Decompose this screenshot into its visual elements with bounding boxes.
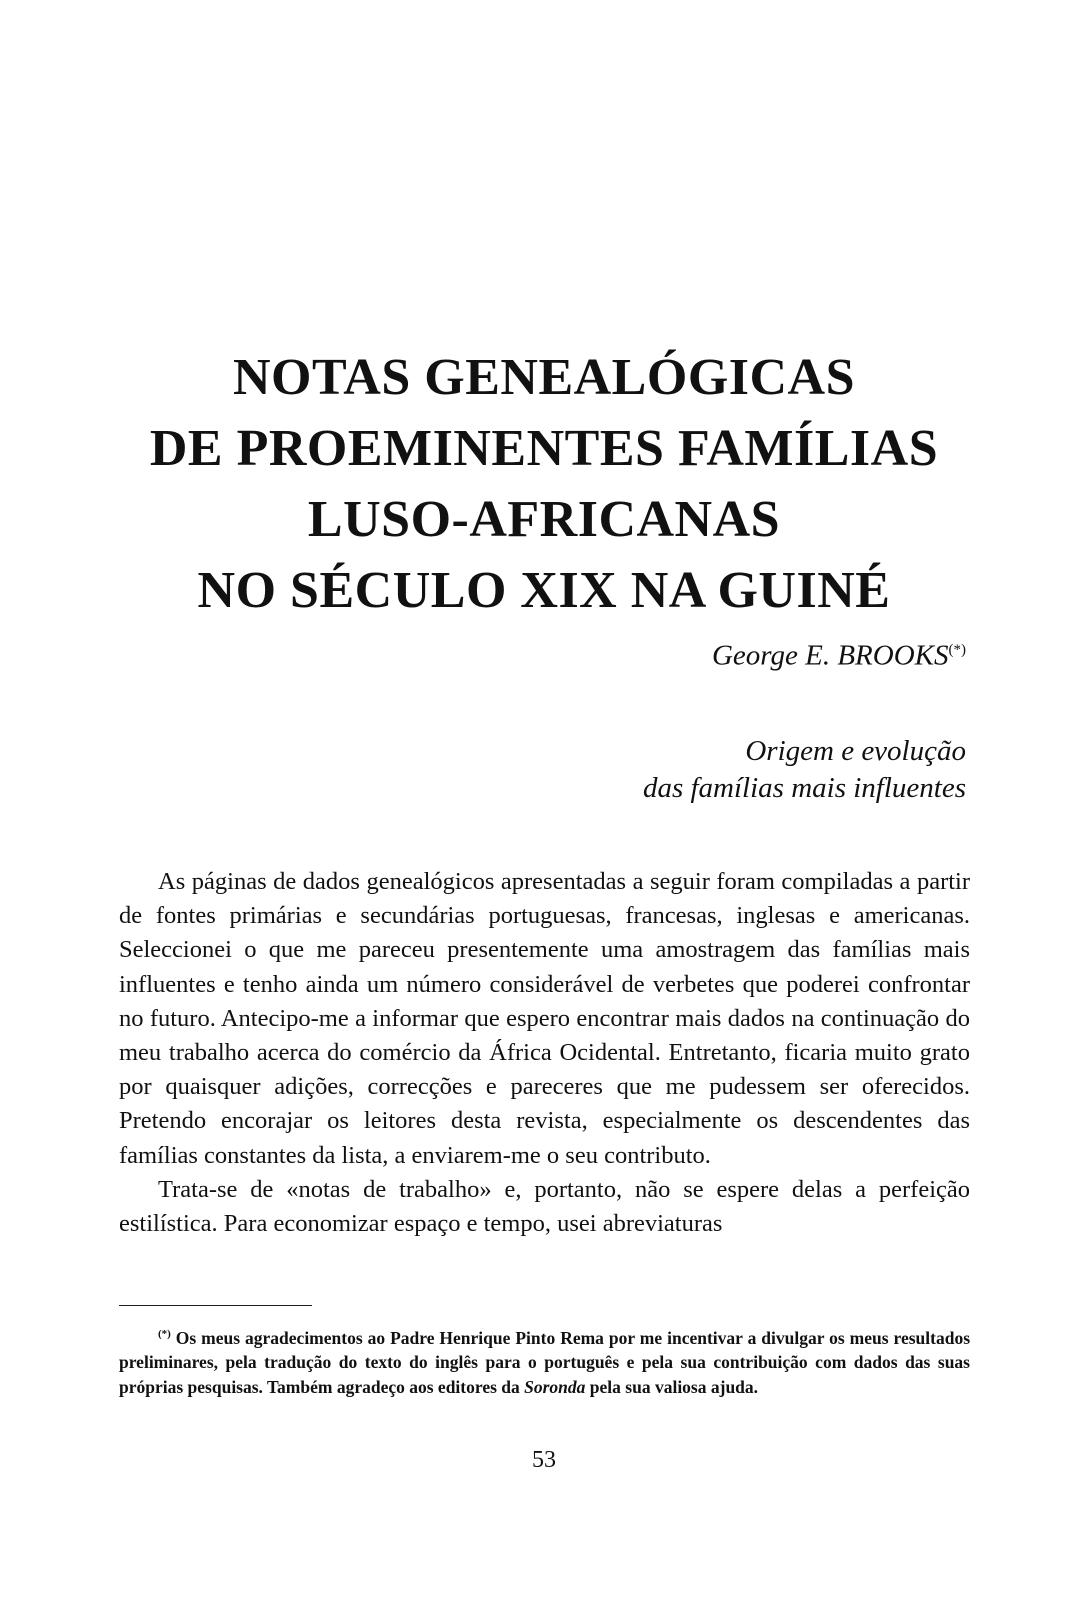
section-heading-line: das famílias mais influentes [642, 772, 966, 804]
body-text [119, 865, 970, 1241]
footnote-divider [119, 1305, 312, 1306]
journal-name: Soronda [524, 1376, 586, 1397]
author-name: George E. BROOKS [711, 639, 949, 672]
section-heading-line: Origem e evolução [745, 735, 966, 767]
page-number: 53 [532, 1447, 556, 1473]
section-heading [643, 733, 966, 807]
footnote [119, 1322, 970, 1399]
title-line: LUSO-AFRICANAS [307, 491, 781, 548]
article-title [0, 342, 1088, 626]
paragraph: As páginas de dados genealógicos apresentadas a seguir foram compiladas a partir de fontes primárias e secundárias portuguesas, francesas, inglesas e americanas. Seleccionei o que me pareceu presentemente uma amostragem das famílias mais influentes e tenho ainda um número considerável de verbetes que poderei confrontar no futuro. Antecipo-me a informar que espero encontrar mais dados na continuação do meu trabalho acerca do comércio da África Ocidental. Entretanto, ficaria muito grato por quaisquer adições, correcções e pareceres que me pudessem ser oferecidos. Pretendo encorajar os leitores desta revista, especialmente os descendentes das famílias constantes da lista, a enviarem-me o seu contributo. [119, 868, 970, 1169]
title-line: NOTAS GENEALÓGICAS [232, 349, 856, 406]
paragraph: Trata-se de «notas de trabalho» e, portanto, não se espere delas a perfeição estilística. Para economizar espaço e tempo, usei abreviaturas [119, 1175, 970, 1238]
footnote-marker: (*) [158, 1328, 171, 1340]
title-line: NO SÉCULO XIX NA GUINÉ [197, 562, 891, 619]
author-footnote-marker: (*) [948, 642, 966, 658]
title-line: DE PROEMINENTES FAMÍLIAS [149, 420, 939, 477]
footnote-text: Os meus agradecimentos ao Padre Henrique Pinto Rema por me incentivar a divulgar os meus resultados preliminares, pela tradução do texto do inglês para o português e pela sua contribuição com dados das suas próprias pesquisas. Também agradeço aos editores da [119, 1327, 971, 1397]
author-byline [712, 632, 966, 674]
footnote-text-end: pela sua valiosa ajuda. [585, 1376, 759, 1397]
